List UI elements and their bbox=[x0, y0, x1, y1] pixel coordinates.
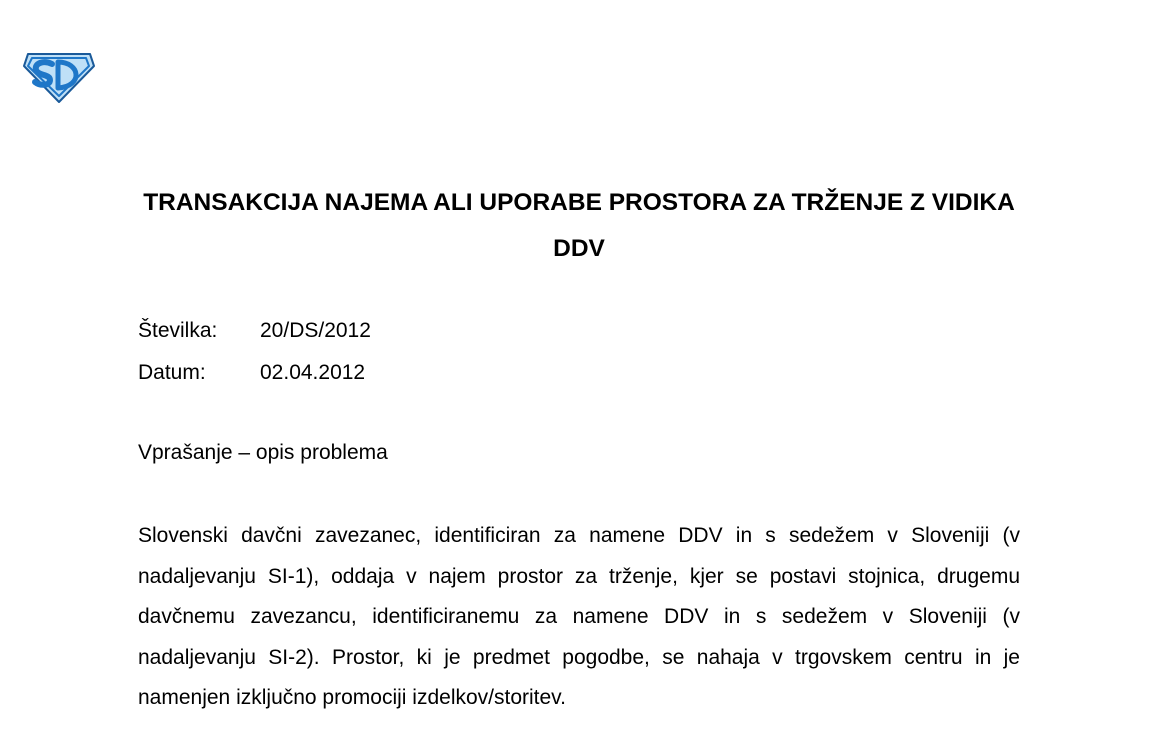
body-paragraph: Slovenski davčni zavezanec, identificiran za namene DDV in s sedežem v Sloveniji (v nadaljevanju SI-1), oddaja v najem prostor za trženje, kjer se postavi stojnica, drugemu davčnemu zavezancu, identificiranemu za namene DDV in s sedežem v Sloveniji (v nadaljevanju SI-2). Prostor, ki je predmet pogodbe, se nahaja v trgovskem centru in je namenjen izključno promociji izdelkov/storitev. bbox=[138, 524, 1020, 709]
section-heading: Vprašanje – opis problema bbox=[138, 441, 388, 464]
document-date-label: Datum: bbox=[138, 361, 206, 384]
document-number-value: 20/DS/2012 bbox=[260, 319, 371, 342]
document-number-row bbox=[138, 319, 371, 343]
document-date-row bbox=[138, 361, 365, 385]
document-title: TRANSAKCIJA NAJEMA ALI UPORABE PROSTORA ZA TRŽENJE Z VIDIKA DDV bbox=[143, 189, 1015, 262]
document-date-value: 02.04.2012 bbox=[260, 361, 366, 384]
sd-logo bbox=[22, 50, 96, 104]
document-number-label: Številka: bbox=[138, 319, 218, 342]
